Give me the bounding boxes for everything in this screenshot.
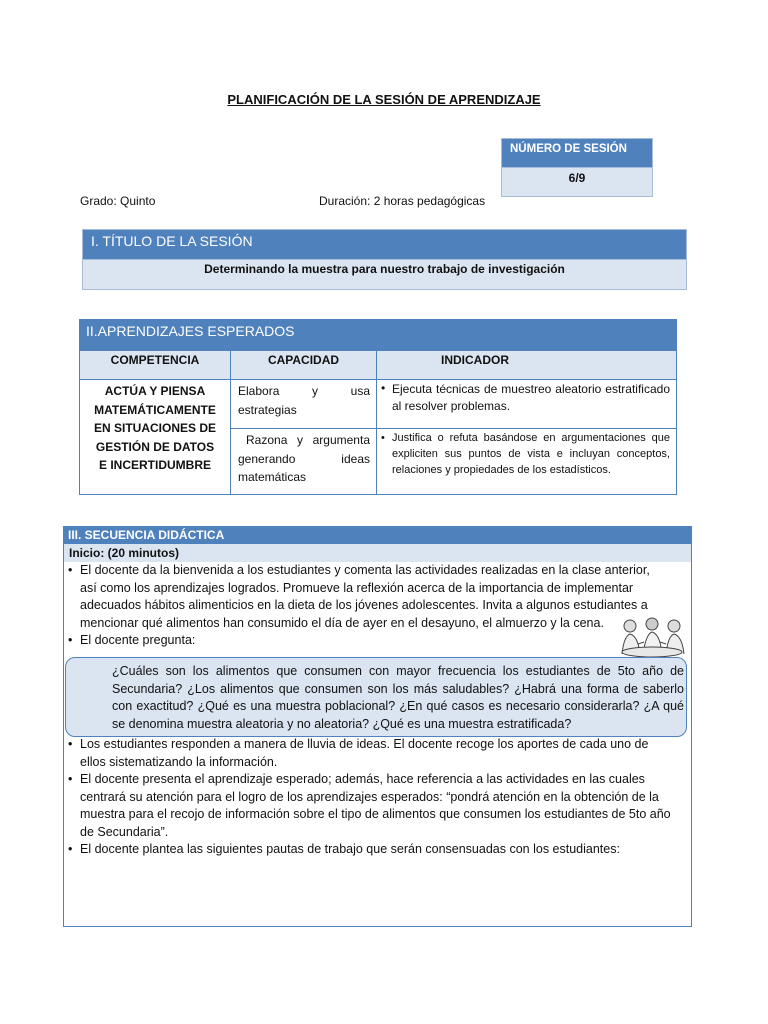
bullet-icon: •	[381, 432, 385, 444]
indicador-text: Justifica o refuta basándose en argumentaciones que expliciten sus puntos de vista e incluyan conceptos, relaciones y propiedades de los estadísticos.	[392, 432, 670, 476]
list-item	[381, 381, 670, 415]
list-item	[68, 562, 686, 632]
document-title: PLANIFICACIÓN DE LA SESIÓN DE APRENDIZAJE	[227, 92, 541, 107]
bullet-icon: •	[381, 381, 386, 395]
bullet-icon: •	[68, 633, 73, 647]
bullet-icon: •	[68, 772, 73, 786]
indicador-cell	[377, 429, 677, 495]
duration-text: Duración: 2 horas pedagógicas	[319, 194, 486, 208]
bullet-list-bottom	[68, 736, 686, 859]
column-header-competencia: COMPETENCIA	[80, 351, 231, 380]
list-item	[381, 430, 670, 478]
list-item	[68, 632, 686, 650]
didactic-sequence-heading: III. SECUENCIA DIDÁCTICA	[64, 527, 691, 544]
session-title-text: Determinando la muestra para nuestro trabajo de investigación	[82, 260, 687, 290]
expected-learning-table	[79, 350, 677, 495]
bullet-list-top	[68, 562, 686, 650]
indicador-cell	[377, 380, 677, 429]
capacidad-cell: Elabora y usa estrategias	[231, 380, 377, 429]
phase-heading: Inicio: (20 minutos)	[64, 544, 691, 562]
grade-text: Grado: Quinto	[80, 194, 156, 208]
list-item	[68, 841, 686, 859]
bullet-icon: •	[68, 563, 73, 577]
question-text: ¿Cuáles son los alimentos que consumen con mayor frecuencia los estudiantes de 5to año de Secundaria? ¿Los alimentos que consumen son los más saludables? ¿Habrá una forma de saberlo con exactitud? ¿Qué es una muestra poblacional? ¿En qué casos es necesario considerarla? ¿A qué se denomina muestra aleatoria y no aleatoria? ¿Qué es una muestra estratificada?	[112, 664, 684, 731]
bullet-icon: •	[68, 842, 73, 856]
paragraph-text: El docente presenta el aprendizaje esperado; además, hace referencia a las actividades en las cuales centrará su atención para el logro de los aprendizajes esperados: “pondrá atención en la obtención de la muestra para el recojo de información sobre el tipo de alimentos que consumen los estudiantes de 5to año de Secundaria”.	[80, 772, 671, 839]
paragraph-text: Los estudiantes responden a manera de lluvia de ideas. El docente recoge los aportes de cada uno de ellos sistematizando la información.	[80, 737, 649, 769]
students-eating-illustration	[616, 614, 688, 658]
paragraph-text: El docente pregunta:	[80, 633, 196, 647]
expected-learning-heading: II.APRENDIZAJES ESPERADOS	[79, 319, 677, 350]
session-number-value: 6/9	[501, 168, 653, 197]
column-header-indicador: INDICADOR	[377, 351, 677, 380]
bullet-icon: •	[68, 737, 73, 751]
capacidad-cell: Razona y argumenta generando ideas matemáticas	[231, 429, 377, 495]
paragraph-text: El docente plantea las siguientes pautas de trabajo que serán consensuadas con los estudiantes:	[80, 842, 620, 856]
section-title-heading: I. TÍTULO DE LA SESIÓN	[82, 229, 687, 260]
list-item	[68, 771, 686, 841]
indicador-text: Ejecuta técnicas de muestreo aleatorio estratificado al resolver problemas.	[392, 382, 670, 413]
list-item	[68, 736, 686, 771]
session-number-label: NÚMERO DE SESIÓN	[501, 138, 653, 168]
competencia-cell: ACTÚA Y PIENSA MATEMÁTICAMENTE EN SITUACIONES DE GESTIÓN DE DATOS E INCERTIDUMBRE	[80, 380, 231, 495]
column-header-capacidad: CAPACIDAD	[231, 351, 377, 380]
paragraph-text: El docente da la bienvenida a los estudiantes y comenta las actividades realizadas en la clase anterior, así como los aprendizajes logrados. Promueve la reflexión acerca de la importancia de implementar adecuados hábitos alimenticios en la dieta de los jóvenes adolescentes. Invita a algunos estudiantes a mencionar qué alimentos han consumido el día de ayer en el desayuno, el almuerzo y la cena.	[80, 563, 650, 630]
